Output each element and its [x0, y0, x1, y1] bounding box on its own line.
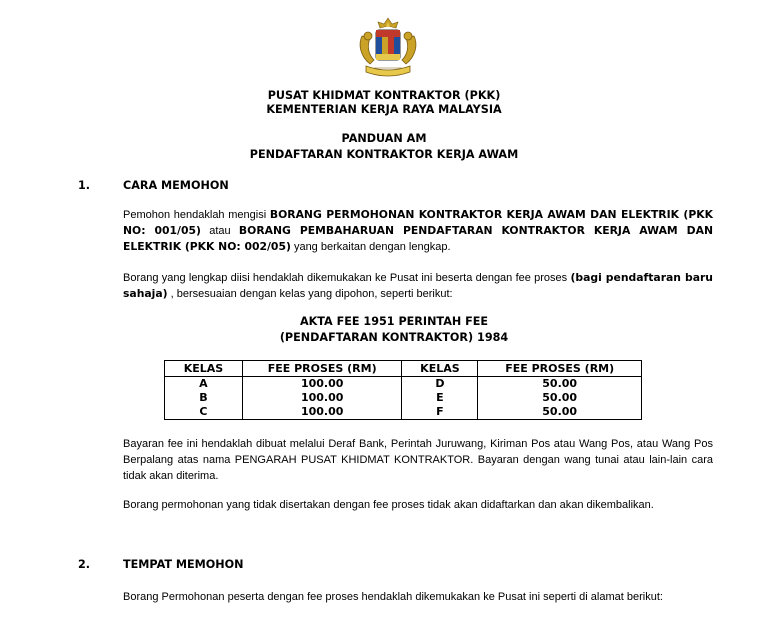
- table-cell: 100.00: [242, 377, 402, 392]
- section-1-title: CARA MEMOHON: [123, 179, 229, 192]
- section-1-number: 1.: [78, 179, 91, 192]
- table-cell: F: [402, 405, 478, 420]
- text-run: Pemohon hendaklah mengisi: [123, 209, 270, 221]
- table-cell: 100.00: [242, 405, 402, 420]
- fee-table: [164, 360, 642, 420]
- table-title-2: (PENDAFTARAN KONTRAKTOR) 1984: [279, 331, 509, 344]
- table-header-row: [165, 361, 642, 377]
- table-row: [165, 391, 642, 405]
- form-name-bold: BORANG PERMOHONAN KONTRAKTOR KERJA AWAM DAN ELEKTRIK (PKK NO: 001/05): [123, 208, 713, 237]
- table-cell: D: [402, 377, 478, 392]
- column-header: FEE PROSES (RM): [478, 361, 642, 377]
- table-cell: C: [165, 405, 243, 420]
- doc-subtitle: PENDAFTARAN KONTRAKTOR KERJA AWAM: [249, 148, 519, 161]
- doc-title: PANDUAN AM: [341, 132, 427, 145]
- section-1-paragraph-1: [123, 207, 713, 255]
- table-cell: 100.00: [242, 391, 402, 405]
- section-1-paragraph-2: [123, 270, 713, 302]
- table-cell: 50.00: [478, 391, 642, 405]
- text-run: atau: [200, 225, 239, 237]
- table-cell: E: [402, 391, 478, 405]
- section-2-paragraph-1: Borang Permohonan peserta dengan fee proses hendaklah dikemukakan ke Pusat ini seperti di alamat berikut:: [123, 591, 663, 603]
- table-cell: A: [165, 377, 243, 392]
- table-cell: B: [165, 391, 243, 405]
- ministry-name: KEMENTERIAN KERJA RAYA MALAYSIA: [266, 103, 502, 116]
- coat-of-arms-crest: [352, 14, 424, 86]
- org-name: PUSAT KHIDMAT KONTRAKTOR (PKK): [267, 89, 501, 102]
- text-run: Borang yang lengkap diisi hendaklah dikemukakan ke Pusat ini beserta dengan fee proses: [123, 272, 571, 284]
- table-row: [165, 405, 642, 420]
- section-1-paragraph-4: Borang permohonan yang tidak disertakan dengan fee proses tidak akan didaftarkan dan akan dikembalikan.: [123, 499, 654, 511]
- table-cell: 50.00: [478, 405, 642, 420]
- table-title-1: AKTA FEE 1951 PERINTAH FEE: [299, 315, 489, 328]
- section-1-paragraph-3: Bayaran fee ini hendaklah dibuat melalui Deraf Bank, Perintah Juruwang, Kiriman Pos atau Wang Pos, atau Wang Pos Berpalang atas nama PENGARAH PUSAT KHIDMAT KONTRAKTOR. Bayaran dengan wang tunai atau lain-lain cara tidak akan diterima.: [123, 438, 713, 482]
- column-header: FEE PROSES (RM): [242, 361, 402, 377]
- emphasis-bold: (bagi pendaftaran baru sahaja): [123, 271, 713, 300]
- column-header: KELAS: [402, 361, 478, 377]
- text-run: yang berkaitan dengan lengkap.: [290, 241, 451, 253]
- column-header: KELAS: [165, 361, 243, 377]
- table-cell: 50.00: [478, 377, 642, 392]
- table-row: [165, 377, 642, 392]
- section-2-number: 2.: [78, 558, 91, 571]
- form-name-bold: BORANG PEMBAHARUAN PENDAFTARAN KONTRAKTOR KERJA AWAM DAN ELEKTRIK (PKK NO: 002/05): [123, 224, 713, 253]
- section-2-title: TEMPAT MEMOHON: [123, 558, 244, 571]
- text-run: , bersesuaian dengan kelas yang dipohon, seperti berikut:: [167, 288, 453, 300]
